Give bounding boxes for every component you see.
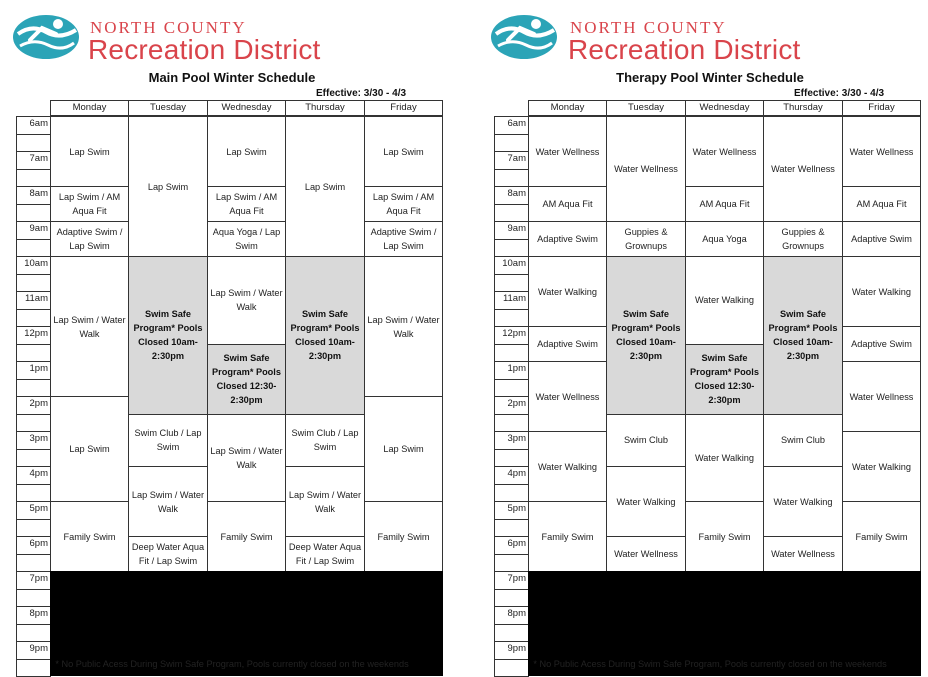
- time-slot: [494, 519, 529, 538]
- schedule-event: Lap Swim / Water Walk: [128, 466, 208, 537]
- time-label: 1pm: [19, 363, 48, 375]
- time-slot: [16, 169, 51, 188]
- schedule-title: Therapy Pool Winter Schedule: [490, 70, 928, 85]
- time-slot: [16, 624, 51, 643]
- time-slot: [16, 379, 51, 398]
- schedule-event: Water Wellness: [528, 116, 607, 187]
- day-header-monday: Monday: [528, 100, 607, 116]
- time-label: 4pm: [19, 468, 48, 480]
- time-slot: [16, 239, 51, 258]
- time-slot: [16, 589, 51, 608]
- org-name-main: Recreation District: [568, 34, 801, 66]
- schedule-event: Water Wellness: [842, 116, 921, 187]
- time-slot: [494, 624, 529, 643]
- time-label: 5pm: [497, 503, 526, 515]
- schedule-event: Aqua Yoga: [685, 221, 764, 257]
- closure-block: Swim Safe Program* Pools Closed 10am-2:30pm: [763, 256, 843, 415]
- swimmer-logo-icon: [490, 10, 562, 62]
- schedule-event: Water Wellness: [606, 116, 686, 222]
- schedule-event: Water Walking: [842, 431, 921, 502]
- org-logo: [490, 10, 928, 68]
- time-label: 7am: [497, 153, 526, 165]
- time-label: 10am: [19, 258, 48, 270]
- schedule-event: Lap Swim / Water Walk: [50, 256, 129, 397]
- schedule-event: Adaptive Swim: [528, 326, 607, 362]
- time-slot: [16, 554, 51, 573]
- time-label: 8pm: [19, 608, 48, 620]
- day-header-wednesday: Wednesday: [207, 100, 286, 116]
- day-header-friday: Friday: [364, 100, 443, 116]
- time-slot: [494, 169, 529, 188]
- time-label: 7pm: [497, 573, 526, 585]
- time-label: 9am: [19, 223, 48, 235]
- time-label: 2pm: [19, 398, 48, 410]
- time-label: 6pm: [19, 538, 48, 550]
- schedule-event: Water Wellness: [842, 361, 921, 432]
- schedule-event: Swim Club / Lap Swim: [128, 414, 208, 468]
- day-header-friday: Friday: [842, 100, 921, 116]
- schedule-event: Water Walking: [606, 466, 686, 537]
- time-label: 9pm: [497, 643, 526, 655]
- time-slot: [16, 309, 51, 328]
- schedule-event: Family Swim: [685, 501, 764, 572]
- day-header-monday: Monday: [50, 100, 129, 116]
- closure-block: Swim Safe Program* Pools Closed 10am-2:30pm: [128, 256, 208, 415]
- time-slot: [494, 309, 529, 328]
- schedule-event: Lap Swim: [50, 116, 129, 187]
- closure-block: Swim Safe Program* Pools Closed 10am-2:30pm: [606, 256, 686, 415]
- schedule-event: Water Wellness: [763, 116, 843, 222]
- footnote: * No Public Acess During Swim Safe Program, Pools currently closed on the weekends: [12, 659, 452, 669]
- time-label: 4pm: [497, 468, 526, 480]
- schedule-event: Lap Swim / Water Walk: [285, 466, 365, 537]
- schedule-event: Water Wellness: [685, 116, 764, 187]
- time-label: 11am: [19, 293, 48, 305]
- org-logo: [12, 10, 452, 68]
- schedule-event: Lap Swim: [128, 116, 208, 257]
- time-slot: [494, 204, 529, 223]
- time-slot: [494, 554, 529, 573]
- time-slot: [494, 344, 529, 363]
- time-slot: [16, 204, 51, 223]
- day-header-thursday: Thursday: [763, 100, 843, 116]
- schedule-event: Lap Swim / AM Aqua Fit: [207, 186, 286, 222]
- closure-block: Swim Safe Program* Pools Closed 12:30-2:30pm: [207, 344, 286, 415]
- schedule-event: Water Wellness: [606, 536, 686, 572]
- day-header-tuesday: Tuesday: [128, 100, 208, 116]
- schedule-event: Lap Swim / AM Aqua Fit: [364, 186, 443, 222]
- time-label: 1pm: [497, 363, 526, 375]
- time-label: 9pm: [19, 643, 48, 655]
- time-label: 2pm: [497, 398, 526, 410]
- schedule-event: Lap Swim / Water Walk: [207, 256, 286, 345]
- time-slot: [494, 134, 529, 153]
- closure-block: Swim Safe Program* Pools Closed 10am-2:30pm: [285, 256, 365, 415]
- schedule-event: AM Aqua Fit: [685, 186, 764, 222]
- main-pool-schedule: [12, 0, 452, 674]
- effective-dates: Effective: 3/30 - 4/3: [316, 88, 406, 99]
- time-slot: [494, 449, 529, 468]
- time-label: 10am: [497, 258, 526, 270]
- schedule-event: Swim Club: [606, 414, 686, 468]
- schedule-event: Lap Swim / Water Walk: [364, 256, 443, 397]
- closure-block: Swim Safe Program* Pools Closed 12:30-2:30pm: [685, 344, 764, 415]
- time-slot: [16, 344, 51, 363]
- schedule-event: Aqua Yoga / Lap Swim: [207, 221, 286, 257]
- schedule-event: Swim Club: [763, 414, 843, 468]
- schedule-event: AM Aqua Fit: [528, 186, 607, 222]
- schedule-event: Family Swim: [50, 501, 129, 572]
- time-label: 6am: [497, 118, 526, 130]
- time-label: 11am: [497, 293, 526, 305]
- org-name-main: Recreation District: [88, 34, 321, 66]
- time-slot: [494, 274, 529, 293]
- day-header-wednesday: Wednesday: [685, 100, 764, 116]
- time-label: 3pm: [497, 433, 526, 445]
- time-slot: [494, 484, 529, 503]
- time-slot: [16, 484, 51, 503]
- time-slot: [494, 239, 529, 258]
- footnote: * No Public Acess During Swim Safe Program, Pools currently closed on the weekends: [490, 659, 928, 669]
- schedule-event: Water Walking: [685, 256, 764, 345]
- time-label: 8am: [19, 188, 48, 200]
- org-name-top: NORTH COUNTY: [90, 18, 247, 38]
- schedule-event: Lap Swim / Water Walk: [207, 414, 286, 503]
- schedule-event: Deep Water Aqua Fit / Lap Swim: [285, 536, 365, 572]
- time-slot: [16, 274, 51, 293]
- schedule-event: Adaptive Swim / Lap Swim: [50, 221, 129, 257]
- schedule-event: Adaptive Swim: [842, 326, 921, 362]
- time-label: 6am: [19, 118, 48, 130]
- schedule-event: AM Aqua Fit: [842, 186, 921, 222]
- effective-dates: Effective: 3/30 - 4/3: [794, 88, 884, 99]
- time-slot: [16, 414, 51, 433]
- time-label: 7am: [19, 153, 48, 165]
- schedule-event: Lap Swim: [364, 116, 443, 187]
- swimmer-logo-icon: [12, 10, 84, 62]
- schedule-event: Lap Swim: [364, 396, 443, 502]
- schedule-event: Water Walking: [528, 431, 607, 502]
- time-label: 3pm: [19, 433, 48, 445]
- schedule-event: Lap Swim: [285, 116, 365, 257]
- schedule-event: Lap Swim: [207, 116, 286, 187]
- schedule-event: Family Swim: [842, 501, 921, 572]
- time-label: 8pm: [497, 608, 526, 620]
- schedule-event: Guppies & Grownups: [606, 221, 686, 257]
- time-slot: [494, 414, 529, 433]
- time-label: 8am: [497, 188, 526, 200]
- day-header-thursday: Thursday: [285, 100, 365, 116]
- schedule-event: Adaptive Swim: [528, 221, 607, 257]
- schedule-event: Water Wellness: [528, 361, 607, 432]
- schedule-grid: [12, 100, 452, 658]
- time-slot: [494, 379, 529, 398]
- schedule-event: Family Swim: [364, 501, 443, 572]
- schedule-event: Water Walking: [528, 256, 607, 327]
- time-label: 6pm: [497, 538, 526, 550]
- schedule-event: Swim Club / Lap Swim: [285, 414, 365, 468]
- schedule-event: Adaptive Swim / Lap Swim: [364, 221, 443, 257]
- schedule-event: Family Swim: [207, 501, 286, 572]
- therapy-pool-schedule: [490, 0, 928, 674]
- schedule-event: Water Walking: [842, 256, 921, 327]
- schedule-event: Water Walking: [685, 414, 764, 503]
- schedule-event: Water Wellness: [763, 536, 843, 572]
- day-header-tuesday: Tuesday: [606, 100, 686, 116]
- schedule-grid: [490, 100, 928, 658]
- time-slot: [16, 134, 51, 153]
- time-label: 12pm: [19, 328, 48, 340]
- schedule-event: Family Swim: [528, 501, 607, 572]
- time-label: 7pm: [19, 573, 48, 585]
- time-slot: [16, 449, 51, 468]
- time-label: 5pm: [19, 503, 48, 515]
- schedule-title: Main Pool Winter Schedule: [12, 70, 452, 85]
- time-label: 12pm: [497, 328, 526, 340]
- schedule-event: Guppies & Grownups: [763, 221, 843, 257]
- schedule-event: Water Walking: [763, 466, 843, 537]
- time-label: 9am: [497, 223, 526, 235]
- schedule-event: Lap Swim: [50, 396, 129, 502]
- schedule-event: Adaptive Swim: [842, 221, 921, 257]
- schedule-event: Lap Swim / AM Aqua Fit: [50, 186, 129, 222]
- org-name-top: NORTH COUNTY: [570, 18, 727, 38]
- time-slot: [16, 519, 51, 538]
- time-slot: [494, 589, 529, 608]
- schedule-event: Deep Water Aqua Fit / Lap Swim: [128, 536, 208, 572]
